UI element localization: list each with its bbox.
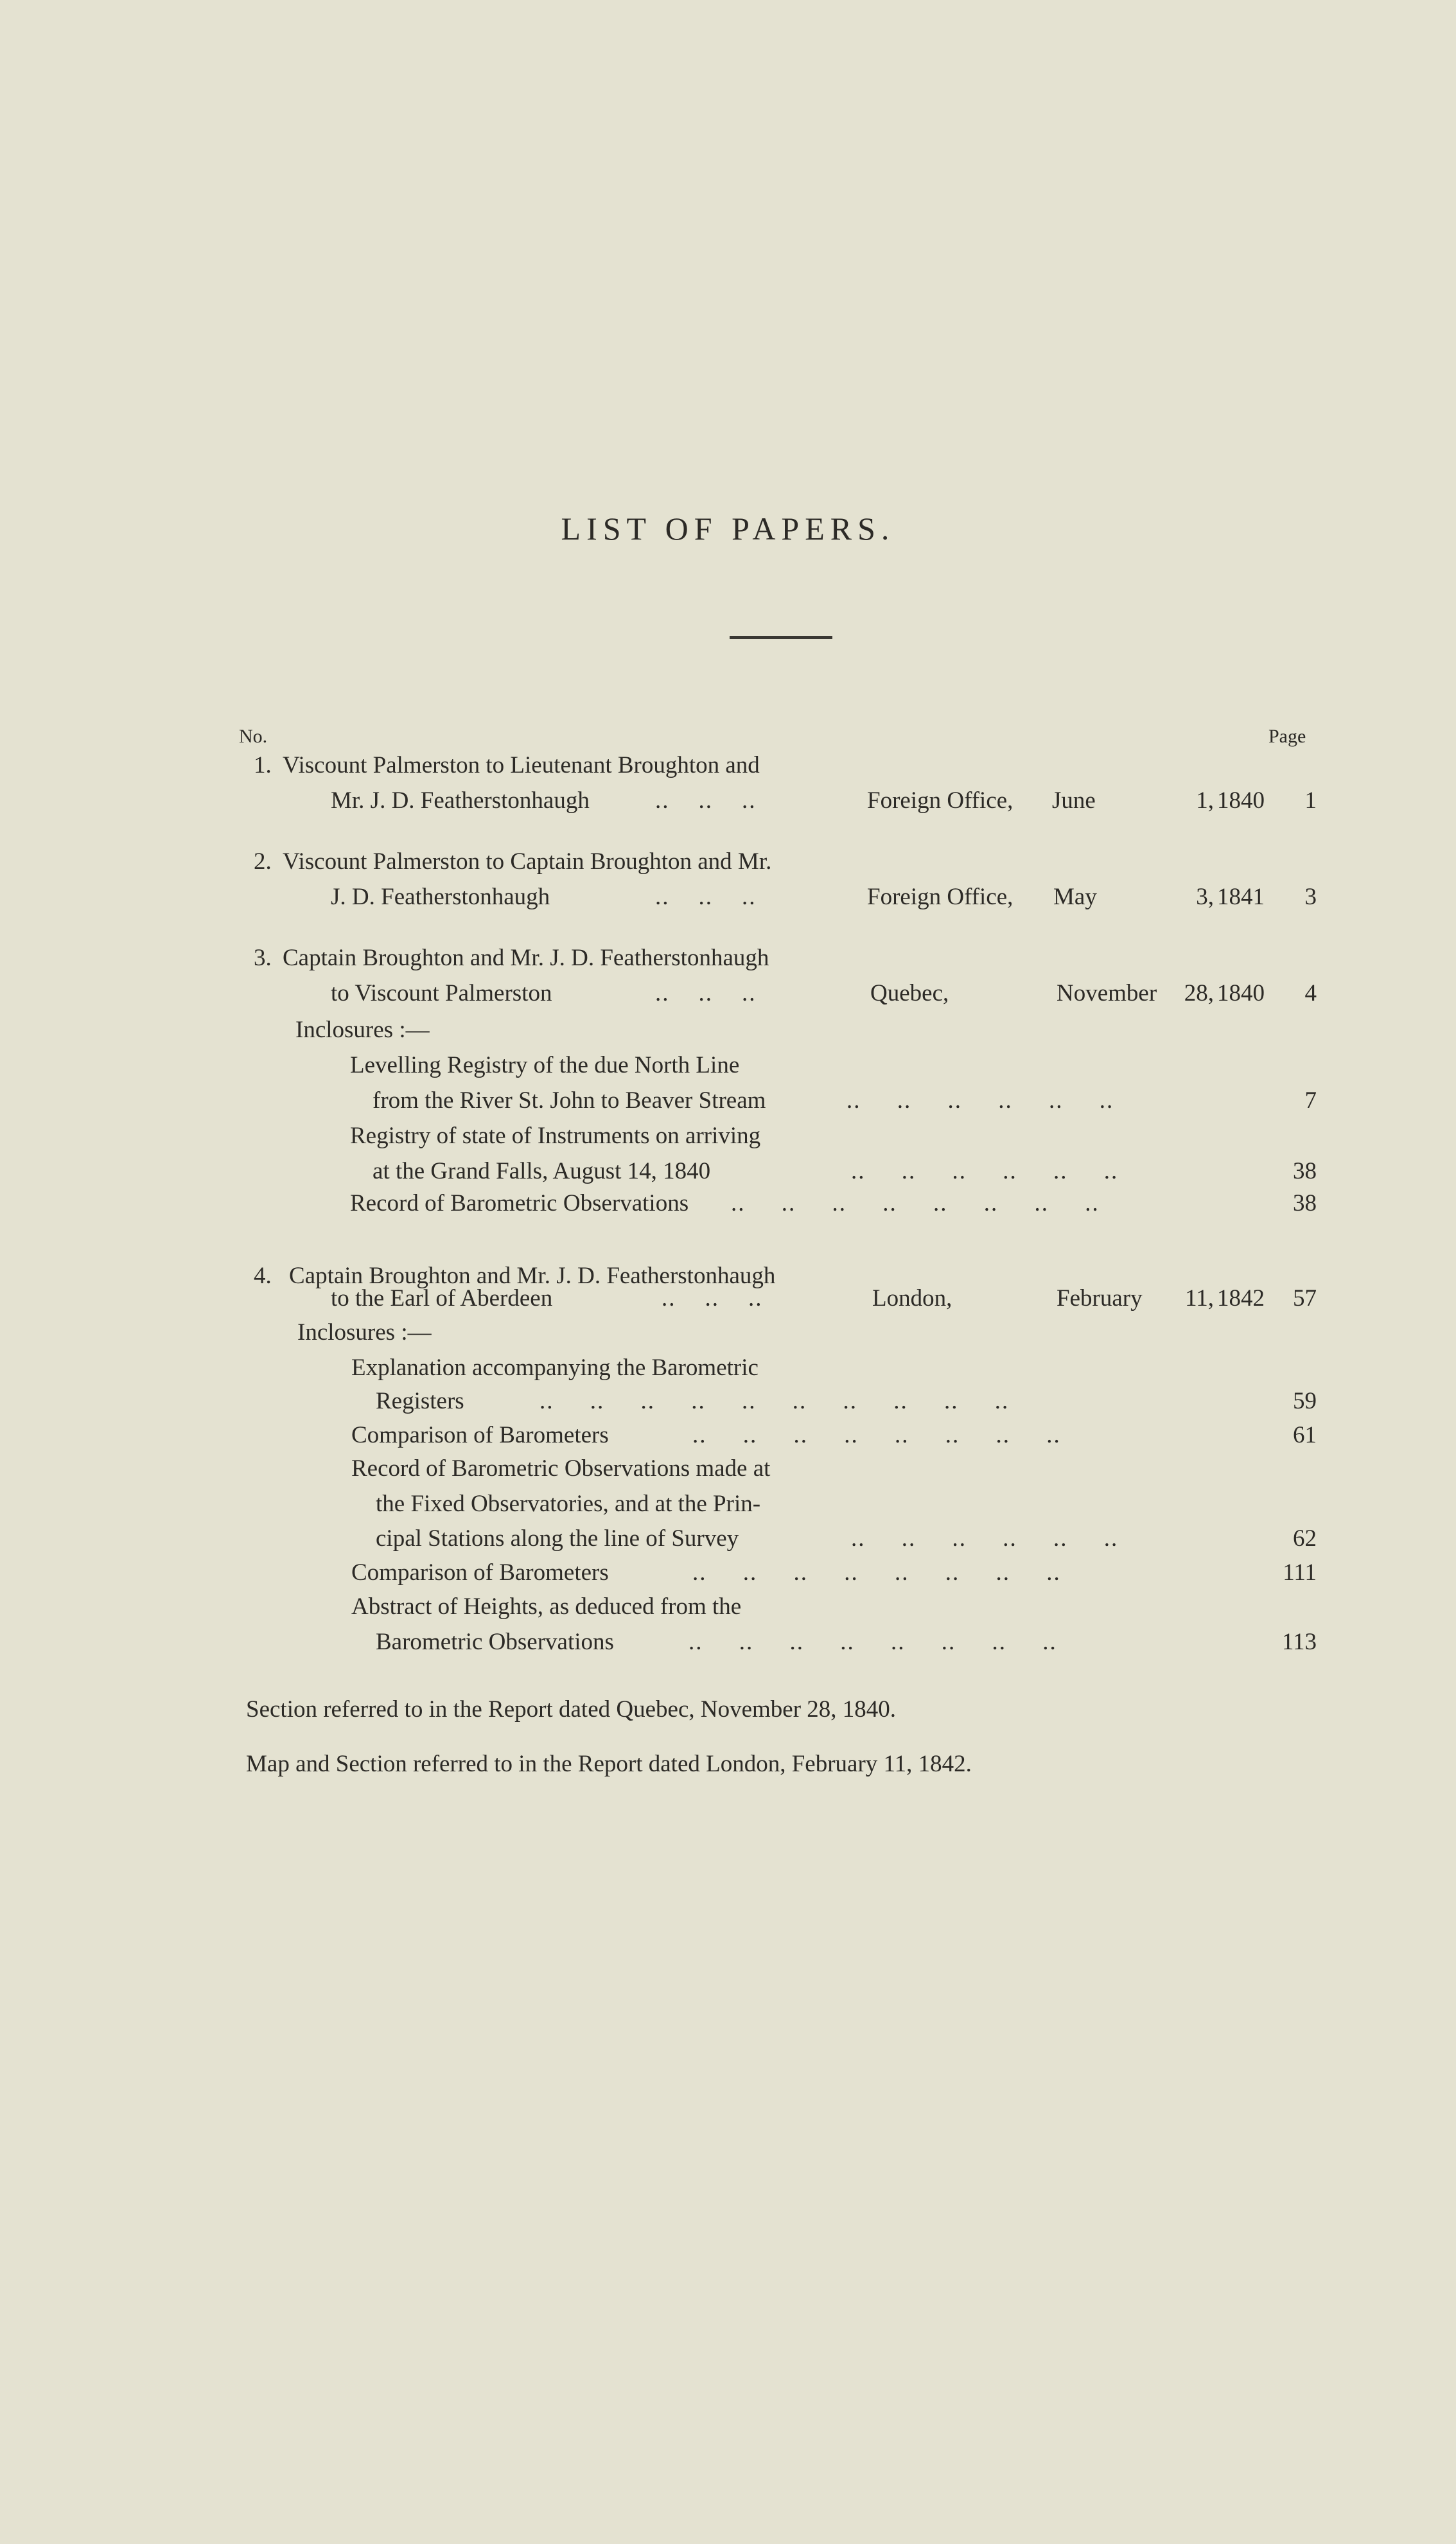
inclosure-line: Record of Barometric Observations bbox=[350, 1190, 689, 1216]
leader-dots: .. .. .. .. .. .. .. .. bbox=[731, 1190, 1100, 1216]
item-title-line: Captain Broughton and Mr. J. D. Featherstonhaugh bbox=[283, 945, 769, 971]
item-year: 1842 bbox=[1217, 1285, 1265, 1311]
note-map-london: Map and Section referred to in the Report dated London, February 11, 1842. bbox=[246, 1751, 972, 1777]
inclosure-line: at the Grand Falls, August 14, 1840 bbox=[373, 1158, 711, 1184]
item-place: London, bbox=[872, 1285, 952, 1311]
item-day: 1, bbox=[1196, 787, 1214, 814]
leader-dots: .. .. .. bbox=[662, 1285, 763, 1311]
item-year: 1841 bbox=[1217, 884, 1265, 910]
leader-dots: .. .. .. bbox=[655, 980, 757, 1006]
column-header-no: No. bbox=[239, 726, 268, 747]
page-title: LIST OF PAPERS. bbox=[561, 510, 895, 547]
inclosure-line: Registry of state of Instruments on arriving bbox=[350, 1123, 761, 1149]
item-day: 28, bbox=[1184, 980, 1214, 1006]
inclosures-label: Inclosures :— bbox=[297, 1319, 432, 1346]
leader-dots: .. .. .. bbox=[655, 787, 757, 814]
leader-dots: .. .. .. .. .. .. .. .. bbox=[692, 1422, 1061, 1448]
item-page: 57 bbox=[1293, 1285, 1317, 1311]
inclosure-page: 38 bbox=[1293, 1158, 1317, 1184]
item-page: 1 bbox=[1304, 787, 1317, 814]
note-section-quebec: Section referred to in the Report dated Quebec, November 28, 1840. bbox=[246, 1696, 897, 1723]
item-number: 4. bbox=[254, 1263, 272, 1289]
inclosure-page: 61 bbox=[1293, 1422, 1317, 1448]
item-number: 3. bbox=[254, 945, 272, 971]
leader-dots: .. .. .. bbox=[655, 884, 757, 910]
item-year: 1840 bbox=[1217, 980, 1265, 1006]
inclosure-line: Explanation accompanying the Barometric bbox=[351, 1355, 759, 1381]
inclosure-line: Abstract of Heights, as deduced from the bbox=[351, 1593, 742, 1620]
inclosure-line: from the River St. John to Beaver Stream bbox=[373, 1087, 766, 1114]
inclosure-page: 62 bbox=[1293, 1525, 1317, 1552]
item-title-line: to the Earl of Aberdeen bbox=[331, 1285, 553, 1311]
item-page: 4 bbox=[1304, 980, 1317, 1006]
leader-dots: .. .. .. .. .. .. bbox=[851, 1525, 1119, 1552]
item-number: 1. bbox=[254, 752, 272, 778]
inclosure-line: the Fixed Observatories, and at the Prin- bbox=[376, 1491, 761, 1517]
leader-dots: .. .. .. .. .. .. bbox=[846, 1087, 1114, 1114]
inclosure-line: cipal Stations along the line of Survey bbox=[376, 1525, 739, 1552]
inclosure-page: 7 bbox=[1304, 1087, 1317, 1114]
item-day: 3, bbox=[1196, 884, 1214, 910]
inclosure-page: 113 bbox=[1281, 1629, 1317, 1655]
item-title-line: J. D. Featherstonhaugh bbox=[331, 884, 550, 910]
item-title-line: Viscount Palmerston to Lieutenant Broughton and bbox=[283, 752, 760, 778]
inclosures-label: Inclosures :— bbox=[295, 1017, 430, 1043]
title-divider bbox=[730, 636, 832, 639]
item-year: 1840 bbox=[1217, 787, 1265, 814]
item-place: Foreign Office, bbox=[867, 884, 1013, 910]
inclosure-page: 59 bbox=[1293, 1388, 1317, 1414]
item-title-line: Viscount Palmerston to Captain Broughton and Mr. bbox=[283, 848, 772, 875]
inclosure-line: Levelling Registry of the due North Line bbox=[350, 1052, 740, 1078]
column-header-page: Page bbox=[1268, 726, 1306, 747]
leader-dots: .. .. .. .. .. .. .. .. bbox=[689, 1629, 1057, 1655]
inclosure-line: Comparison of Barometers bbox=[351, 1559, 609, 1586]
leader-dots: .. .. .. .. .. .. .. .. .. .. bbox=[539, 1388, 1010, 1414]
leader-dots: .. .. .. .. .. .. bbox=[851, 1158, 1119, 1184]
item-place: Quebec, bbox=[870, 980, 949, 1006]
item-place: Foreign Office, bbox=[867, 787, 1013, 814]
item-month: May bbox=[1053, 884, 1097, 910]
inclosure-line: Barometric Observations bbox=[376, 1629, 614, 1655]
item-month: November bbox=[1057, 980, 1157, 1006]
item-day: 11, bbox=[1185, 1285, 1214, 1311]
inclosure-page: 111 bbox=[1283, 1559, 1317, 1586]
inclosure-line: Registers bbox=[376, 1388, 464, 1414]
item-title-line: Mr. J. D. Featherstonhaugh bbox=[331, 787, 590, 814]
inclosure-line: Record of Barometric Observations made at bbox=[351, 1455, 771, 1482]
item-month: June bbox=[1052, 787, 1096, 814]
item-month: February bbox=[1057, 1285, 1143, 1311]
leader-dots: .. .. .. .. .. .. .. .. bbox=[692, 1559, 1061, 1586]
item-page: 3 bbox=[1304, 884, 1317, 910]
item-number: 2. bbox=[254, 848, 272, 875]
inclosure-page: 38 bbox=[1293, 1190, 1317, 1216]
item-title-line: Captain Broughton and Mr. J. D. Featherstonhaugh bbox=[289, 1263, 776, 1289]
inclosure-line: Comparison of Barometers bbox=[351, 1422, 609, 1448]
item-title-line: to Viscount Palmerston bbox=[331, 980, 552, 1006]
